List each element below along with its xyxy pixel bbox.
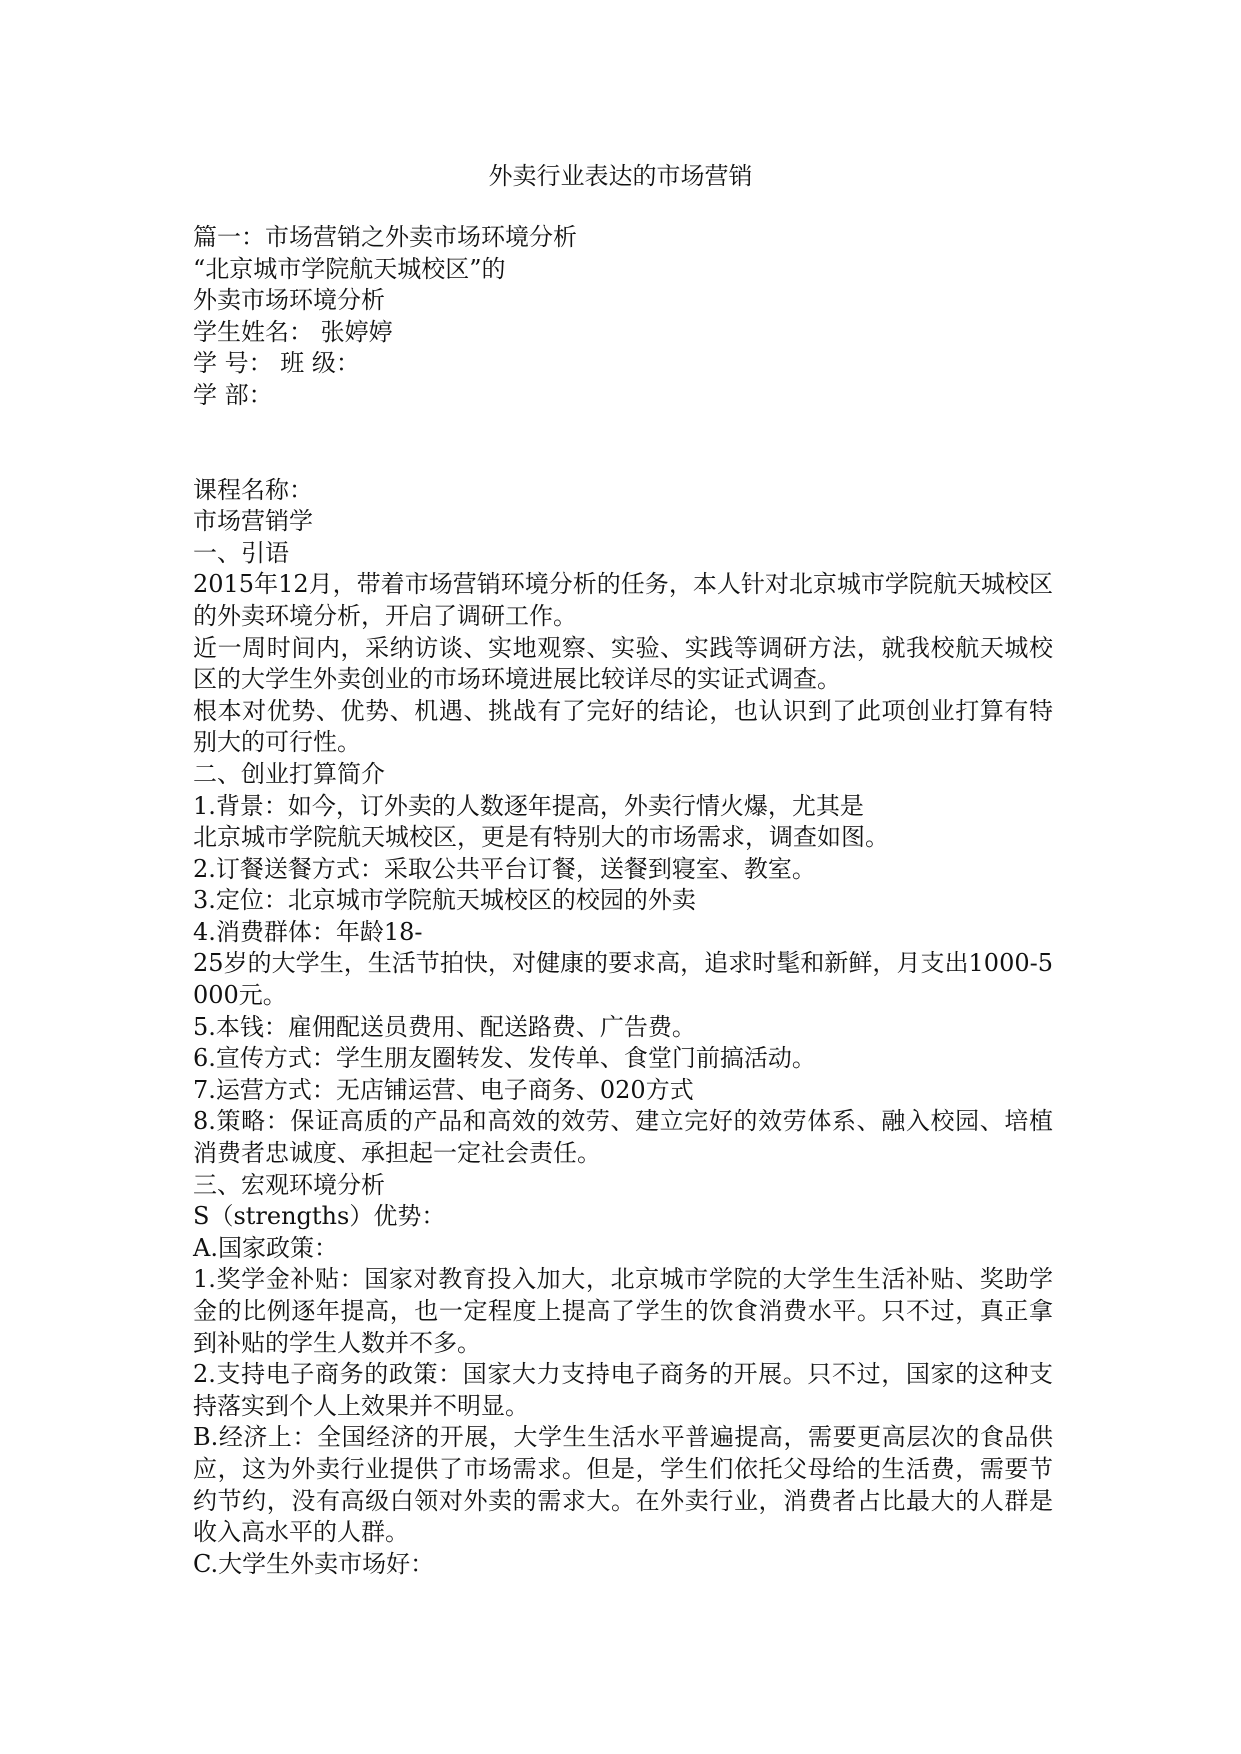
plan-paragraph: 25岁的大学生，生活节拍快，对健康的要求高，追求时髦和新鲜，月支出1000-5000元。 (193, 949, 1053, 1010)
section-heading-plan: 二、创业打算简介 (193, 759, 385, 788)
plan-item: 1.背景：如今，订外卖的人数逐年提高，外卖行情火爆，尤其是 (193, 791, 864, 820)
plan-item: 7.运营方式：无店铺运营、电子商务、020方式 (193, 1075, 694, 1104)
plan-item: 6.宣传方式：学生朋友圈转发、发传单、食堂门前搞活动。 (193, 1044, 816, 1073)
plan-item: 4.消费群体：年龄18- (193, 917, 423, 946)
intro-paragraph: 根本对优势、优势、机遇、挑战有了完好的结论，也认识到了此项创业打算有特别大的可行性。 (193, 696, 1053, 757)
swot-subheading: C.大学生外卖市场好： (193, 1549, 435, 1578)
plan-item: 5.本钱：雇佣配送员费用、配送路费、广告费。 (193, 1012, 696, 1041)
article-heading: 篇一：市场营销之外卖市场环境分析 (193, 223, 577, 251)
intro-paragraph: 近一周时间内，采纳访谈、实地观察、实验、实践等调研方法，就我校航天城校区的大学生外卖创业的市场环境进展比较详尽的实证式调查。 (193, 633, 1053, 694)
section-heading-macro: 三、宏观环境分析 (193, 1170, 385, 1199)
course-name: 市场营销学 (193, 507, 313, 536)
document-body (193, 222, 1053, 1580)
macro-paragraph: 2.支持电子商务的政策：国家大力支持电子商务的开展。只不过，国家的这种支持落实到个人上效果并不明显。 (193, 1360, 1053, 1420)
plan-paragraph: 8.策略：保证高质的产品和高效的效劳、建立完好的效劳体系、融入校园、培植消费者忠诚度、承担起一定社会责任。 (193, 1107, 1053, 1168)
student-id-class-line: 学 号： 班 级： (193, 349, 360, 378)
subject-line: 外卖市场环境分析 (193, 286, 385, 315)
student-name-line: 学生姓名： 张婷婷 (193, 317, 393, 346)
macro-paragraph: 1.奖学金补贴：国家对教育投入加大，北京城市学院的大学生生活补贴、奖助学金的比例逐年提高，也一定程度上提高了学生的饮食消费水平。只不过，真正拿到补贴的学生人数并不多。 (193, 1265, 1053, 1357)
course-label: 课程名称： (193, 475, 313, 504)
swot-heading: S（strengths）优势： (193, 1202, 446, 1231)
swot-subheading: A.国家政策： (193, 1233, 338, 1262)
plan-item: 北京城市学院航天城校区，更是有特别大的市场需求，调查如图。 (193, 823, 889, 852)
plan-item: 2.订餐送餐方式：采取公共平台订餐，送餐到寝室、教室。 (193, 854, 816, 883)
document-title: 外卖行业表达的市场营销 (488, 162, 753, 190)
plan-item: 3.定位：北京城市学院航天城校区的校园的外卖 (193, 886, 696, 915)
department-line: 学 部： (193, 380, 273, 409)
macro-paragraph: B.经济上：全国经济的开展，大学生生活水平普遍提高，需要更高层次的食品供应，这为外卖行业提供了市场需求。但是，学生们依托父母给的生活费，需要节约节约，没有高级白领对外卖的需求大。在外卖行业，消费者占比最大的人群是收入高水平的人群。 (193, 1423, 1053, 1547)
intro-paragraph: 2015年12月，带着市场营销环境分析的任务，本人针对北京城市学院航天城校区的外卖环境分析，开启了调研工作。 (193, 570, 1053, 630)
subject-line: “北京城市学院航天城校区”的 (193, 254, 506, 283)
blank-gap (193, 412, 1053, 475)
section-heading-intro: 一、引语 (193, 538, 289, 567)
